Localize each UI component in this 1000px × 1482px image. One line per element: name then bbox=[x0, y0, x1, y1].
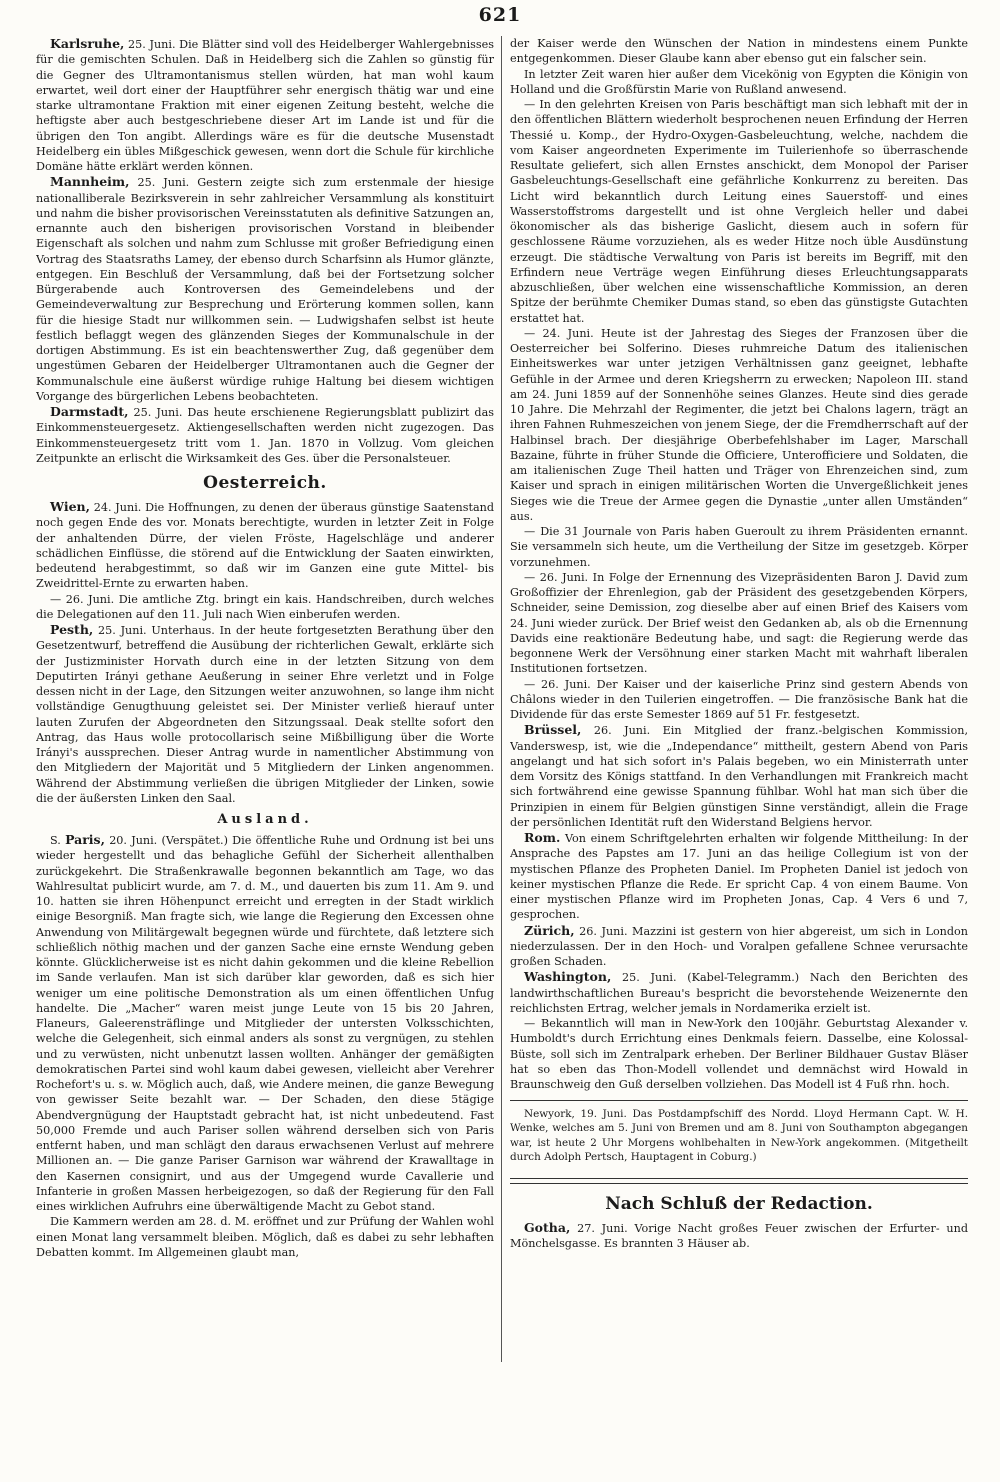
dateline-pesth: Pesth, bbox=[50, 622, 94, 637]
article-washington bbox=[510, 969, 968, 1016]
article-text: 25. Juni. (Kabel-Telegramm.) Nach den Berichten des landwirthschaftlichen Bureau's bespricht die bevorstehende Weizenernte den reichlichsten Ertrag, welcher jemals in Nordamerika erzielt ist. bbox=[510, 971, 968, 1015]
author-mark: S. bbox=[50, 834, 61, 847]
article-darmstadt bbox=[36, 404, 494, 466]
double-separator-rule bbox=[510, 1178, 968, 1184]
article-paris-kammern: Die Kammern werden am 28. d. M. eröffnet und zur Prüfung der Wahlen wohl einen Monat lang versammelt bleiben. Möglich, daß es dabei zu sehr lebhaften Debatten kommt. Im Allgemeinen glaubt man, bbox=[36, 1215, 494, 1259]
article-humboldt: — Bekanntlich will man in New-York den 100jähr. Geburtstag Alexander v. Humboldt's durch Errichtung eines Denkmals feiern. Dasselbe, eine Kolossal-Büste, soll sich im Zentralpark erheben. Der Berliner Bildhauer Gustav Bläser hat so eben das Thon-Modell vollendet und demnächst wird Howald in Braunschweig den Guß derselben vollziehen. Das Modell ist 4 Fuß rhn. hoch. bbox=[510, 1017, 968, 1091]
article-gotha bbox=[510, 1220, 968, 1252]
article-paris-continued: der Kaiser werde den Wünschen der Nation in mindestens einem Punkte entgegenkommen. Dieser Glaube kann aber ebenso gut ein falscher sein. bbox=[510, 37, 968, 66]
dateline-paris: Paris, bbox=[65, 832, 105, 847]
dateline-karlsruhe: Karlsruhe, bbox=[50, 36, 125, 51]
article-paris-journale: — Die 31 Journale von Paris haben Gueroult zu ihrem Präsidenten ernannt. Sie versammeln sich heute, um die Vertheilung der Sitze im gesetzgeb. Körper vorzunehmen. bbox=[510, 525, 968, 569]
page-number: 621 bbox=[478, 4, 522, 26]
article-rom bbox=[510, 830, 968, 923]
dateline-darmstadt: Darmstadt, bbox=[50, 404, 129, 419]
article-zuerich bbox=[510, 923, 968, 970]
dateline-washington: Washington, bbox=[524, 969, 612, 985]
article-paris-demission: — 26. Juni. In Folge der Ernennung des Vizepräsidenten Baron J. David zum Großoffizier der Ehrenlegion, gab der Präsident des gesetzgebenden Körpers, Schneider, seine Demission, zog dieselbe aber auf einen Brief des Kaisers vom 24. Juni wieder zurück. Der Brief weist den Gedanken ab, als ob die Ernennung Davids eine reaktionäre Bedeutung habe, und sagt: die Regierung werde das begonnene Werk der Versöhnung einer starken Macht mit wahrhaft liberalen Institutionen fortsetzen. bbox=[510, 570, 968, 676]
article-text: 26. Juni. Ein Mitglied der franz.-belgischen Kommission, Vanderswesp, ist, wie die „Independance“ mittheilt, gestern Abend von Paris angelangt und hat sich sofort in's Palais begeben, wo ein Ministerrath unter dem Vorsitz des Königs stattfand. In den Verhandlungen mit Frankreich macht sich fortwährend eine gewisse Spannung fühlbar. Wohl hat man sich über die Prinzipien in einem für Belgien günstigen Sinne verständigt, allein die Frage der persönlichen Identität ruft den Widerstand Belgiens hervor. bbox=[510, 724, 968, 829]
separator-rule bbox=[510, 1100, 968, 1101]
column-divider bbox=[501, 36, 502, 1362]
article-paris-gaslight: — In den gelehrten Kreisen von Paris beschäftigt man sich lebhaft mit der in den öffentlichen Blättern wiederholt besprochenen neuen Erfindung der Herren Thessié u. Komp., der Hydro-Oxygen-Gasbeleuchtung, welche, nachdem die vom Kaiser angeordneten Experimente im Tuilerienhofe so überraschende Resultate geliefert, sich allen Ernstes anschickt, dem Monopol der Pariser Gasbeleuchtungs-Gesellschaft eine gefährliche Konkurrenz zu bereiten. Das Licht wird bekanntlich durch Leitung eines Sauerstoff- und eines Wasserstoffstroms dargestellt und ist ohne Vergleich heller und dabei ökonomischer als das bisherige Gaslicht, diesem auch in sofern für geschlossene Räume vorzuziehen, als es weder Hitze noch üble Ausdünstung erzeugt. Die städtische Verwaltung von Paris ist bereits im Begriff, mit den Erfindern neue Verträge wegen Einführung dieses Erleuchtungsapparats abzuschließen, über welchen eine wissenschaftliche Kommission, an deren Spitze der berühmte Chemiker Dumas stand, so eben das günstigste Gutachten erstattet hat. bbox=[510, 98, 968, 325]
article-text: 26. Juni. Mazzini ist gestern von hier abgereist, um sich in London niederzulassen. Der in den Hoch- und Voralpen gefallene Schnee verursachte großen Schaden. bbox=[510, 924, 968, 968]
article-text: 25. Juni. Gestern zeigte sich zum erstenmale der hiesige nationalliberale Bezirksverein in sehr zahlreicher Versammlung als konstituirt und nahm die bisher provisorischen Vereinsstatuten als definitive Satzungen an, ernannte auch den bisherigen provisorischen Vorstand in bleibender Eigenschaft als solchen und nahm zum Schlusse mit großer Befriedigung einen Vortrag des Staatsraths Lamey, der ebenso durch Scharfsinn als Humor glänzte, entgegen. Ein Beschluß der Versammlung, daß bei der Fortsetzung solcher Bürgerabende auch Kontroversen des Gemeindelebens und der Gemeindeverwaltung zur Besprechung und Erörterung kommen sollen, kann für die hiesige Stadt nur willkommen sein. — Ludwigshafen selbst ist heute festlich beflaggt wegen des glänzenden Sieges der Kommunalschule in der dortigen Abstimmung. Es ist ein beachtenswerther Zug, daß gegenüber dem ungestümen Gebaren der Heidelberger Ultramontanen auch die Gegner der Kommunalschule eine äußerst würdige ruhige Haltung bei diesem wichtigen Vorgange des bürgerlichen Lebens beobachteten. bbox=[36, 176, 494, 403]
article-paris-visitors: In letzter Zeit waren hier außer dem Vicekönig von Egypten die Königin von Holland und die Großfürstin Marie von Rußland anwesend. bbox=[510, 67, 968, 96]
article-text: 27. Juni. Vorige Nacht großes Feuer zwischen der Erfurter- und Mönchelsgasse. Es brannten 3 Häuser ab. bbox=[510, 1222, 968, 1251]
dateline-bruessel: Brüssel, bbox=[524, 722, 582, 738]
article-pesth bbox=[36, 622, 494, 806]
article-text: 25. Juni. Unterhaus. In der heute fortgesetzten Berathung über den Gesetzentwurf, betreffend die Ausübung der richterlichen Gewalt, erklärte sich der Justizminister Horvath durch eine in der letzten Sitzung von dem Deputirten Irányi gethane Aeußerung in seiner Ehre verletzt und in Folge dessen nicht in der Lage, den Sitzungen weiter anzuwohnen, so lange ihm nicht vollständige Genugthuung geleistet sei. Der Minister verließ hierauf unter lauten Zurufen der Abgeordneten den Sitzungssaal. Deak stellte sofort den Antrag, das Haus wolle protocollarisch seine Mißbilligung über die Worte Irányi's aussprechen. Dieser Antrag wurde in namentlicher Abstimmung von den Mitgliedern der Majorität und 5 Mitgliedern der Linken angenommen. Während der Abstimmung verließen die übrigen Mitglieder der Linken, sowie die der äußersten Linken den Saal. bbox=[36, 624, 494, 805]
dateline-rom: Rom. bbox=[524, 830, 561, 845]
article-text: 24. Juni. Die Hoffnungen, zu denen der überaus günstige Saatenstand noch gegen Ende des vor. Monats berechtigte, wurden in letzter Zeit in Folge der anhaltenden Dürre, der vielen Fröste, Hagelschläge und anderer schädlichen Einflüsse, die störend auf die Entwicklung der Saaten einwirkten, bedeutend herabgestimmt, so daß wir im Ganzen eine gute Mittel- bis Zweidrittel-Ernte zu erwarten haben. bbox=[36, 501, 494, 591]
dateline-wien: Wien, bbox=[50, 499, 90, 514]
article-paris-kaiser: — 26. Juni. Der Kaiser und der kaiserliche Prinz sind gestern Abends von Châlons wieder in den Tuilerien eingetroffen. — Die französische Bank hat die Dividende für das erste Semester 1869 auf 51 Fr. festgesetzt. bbox=[510, 677, 968, 721]
dateline-mannheim: Mannheim, bbox=[50, 174, 130, 190]
article-text: 25. Juni. Die Blätter sind voll des Heidelberger Wahlergebnisses für die gemischten Schulen. Daß in Heidelberg sich die Zahlen so günstig für die Gegner des Ultramontanismus stellen würden, hat man wohl kaum erwartet, weil dort einer der Hauptführer sehr energisch thätig war und eine starke ultramontane Fraktion mit einer eigenen Zeitung besteht, welche die heftigste aber auch bestgeschriebene dieser Art im Lande ist und für die übrigen den Ton angibt. Allerdings wäre es für die deutsche Musenstadt Heidelberg ein übles Mißgeschick gewesen, wenn dort die Schule für kirchliche Domäne hätte erklärt werden können. bbox=[36, 38, 494, 173]
article-mannheim bbox=[36, 174, 494, 404]
left-column bbox=[36, 36, 494, 1472]
article-wien-26: — 26. Juni. Die amtliche Ztg. bringt ein kais. Handschreiben, durch welches die Delegationen auf den 11. Juli nach Wien einberufen werden. bbox=[36, 592, 494, 621]
section-heading-redaction: Nach Schluß der Redaction. bbox=[605, 1194, 873, 1215]
article-text: 20. Juni. (Verspätet.) Die öffentliche Ruhe und Ordnung ist bei uns wieder hergestellt und das behagliche Gefühl der Sicherheit allenthalben zurückgekehrt. Die Straßenkrawalle begonnen bekanntlich am Tage, wo das Wahlresultat publicirt wurde, am 7. d. M., und dauerten bis zum 11. Am 9. und 10. hatten sie ihren Höhenpunct erreicht und erregten in der Stadt wirklich einige Besorgniß. Man fragte sich, wie lange die Regierung den Excessen ohne Anwendung von Militärgewalt begegnen würde und fürchtete, daß letztere sich schließlich nöthig machen und der ganzen Sache eine ernste Wendung geben könnte. Glücklicherweise ist es nicht dahin gekommen und die kleine Rebellion im Sande verlaufen. Man ist sich darüber klar geworden, daß es sich hier weniger um eine politische Demonstration als um einen öffentlichen Unfug handelte. Die „Macher“ waren meist junge Leute von 15 bis 20 Jahren, Flaneurs, Galeerensträflinge und Mitglieder der untersten Volksschichten, welche die Gelegenheit, sich einmal anders als sonst zu vergnügen, zu stehlen und zu verwüsten, nicht unbenutzt lassen wollten. Anhänger der gemäßigten demokratischen Partei sind wohl kaum dabei gewesen, vielleicht aber Verehrer Rochefort's u. s. w. Möglich auch, daß, wie Andere meinen, die ganze Bewegung von gewisser Seite bezahlt war. — Der Schaden, den diese 5tägige Abendvergnügung der Hauptstadt gebracht hat, ist nicht unbedeutend. Fast 50,000 Fremde und auch Pariser sollen während derselben sich von Paris entfernt haben, und man schlägt den daraus erwachsenen Verlust auf mehrere Millionen an. — Die ganze Pariser Garnison war während der Krawalltage in den Kasernen consignirt, und aus der Umgegend wurde Cavallerie und Infanterie in großen Massen herbeigezogen, so daß der Regierung für den Fall eines wirklichen Aufruhrs eine überwältigende Macht zu Gebot stand. bbox=[36, 834, 494, 1213]
section-heading-oesterreich: Oesterreich. bbox=[203, 473, 327, 493]
dateline-gotha: Gotha, bbox=[524, 1220, 571, 1236]
article-wien bbox=[36, 499, 494, 592]
article-paris-solferino: — 24. Juni. Heute ist der Jahrestag des Sieges der Franzosen über die Oesterreicher bei Solferino. Dieses ruhmreiche Datum des italienischen Einheitswerkes war unter jetzigen Verhältnissen ganz geeignet, lebhafte Gefühle in der Armee und deren Kriegsherrn zu erwecken; Napoleon III. stand am 24. Juni 1859 auf der Sonnenhöhe seines Glanzes. Heute sind dies gerade 10 Jahre. Die Mehrzahl der Regimenter, die jetzt bei Chalons lagern, trägt an ihren Fahnen Ruhmeszeichen von jenem Siege, der die Fremdherrschaft auf der Halbinsel brach. Der diesjährige Oberbefehlshaber im Lager, Marschall Bazaine, führte in früher Stunde die Officiere, Unterofficiere und Soldaten, die am italienischen Zuge Theil hatten und Träger von Ehrenzeichen sind, zum Kaiser und sprach in einigen militärischen Worten die Unvergeßlichkeit jenes Sieges wie die Treue der Armee gegen die Dynastie „unter allen Umständen“ aus. bbox=[510, 326, 968, 523]
notice-newyork: Newyork, 19. Juni. Das Postdampfschiff des Nordd. Lloyd Hermann Capt. W. H. Wenke, welches am 5. Juni von Bremen und am 8. Juni von Southampton abgegangen war, ist heute 2 Uhr Morgens wohlbehalten in New-York angekommen. (Mitgetheilt durch Adolph Pertsch, Hauptagent in Coburg.) bbox=[510, 1108, 968, 1163]
dateline-zuerich: Zürich, bbox=[524, 922, 575, 938]
article-karlsruhe bbox=[36, 36, 494, 174]
article-paris bbox=[36, 832, 494, 1214]
article-bruessel bbox=[510, 722, 968, 830]
article-text: Von einem Schriftgelehrten erhalten wir folgende Mittheilung: In der Ansprache des Papstes am 17. Juni an das heilige Collegium ist von der mystischen Pflanze des Propheten Daniel. Im Propheten Daniel ist jedoch von keiner mystischen Pflanze die Rede. Er spricht Cap. 4 von einem Baume. Von einer mystischen Pflanze wird im Propheten Jonas, Cap. 4 Vers 6 und 7, gesprochen. bbox=[510, 832, 968, 922]
right-column bbox=[510, 36, 968, 1472]
article-text: 25. Juni. Das heute erschienene Regierungsblatt publizirt das Einkommensteuergesetz. Aktiengesellschaften werden nicht zugezogen. Das Einkommensteuergesetz tritt vom 1. Jan. 1870 in Vollzug. Vom gleichen Zeitpunkte an erlischt die Wirksamkeit des Ges. über die Personalsteuer. bbox=[36, 406, 494, 465]
section-heading-ausland: Ausland. bbox=[217, 812, 313, 827]
